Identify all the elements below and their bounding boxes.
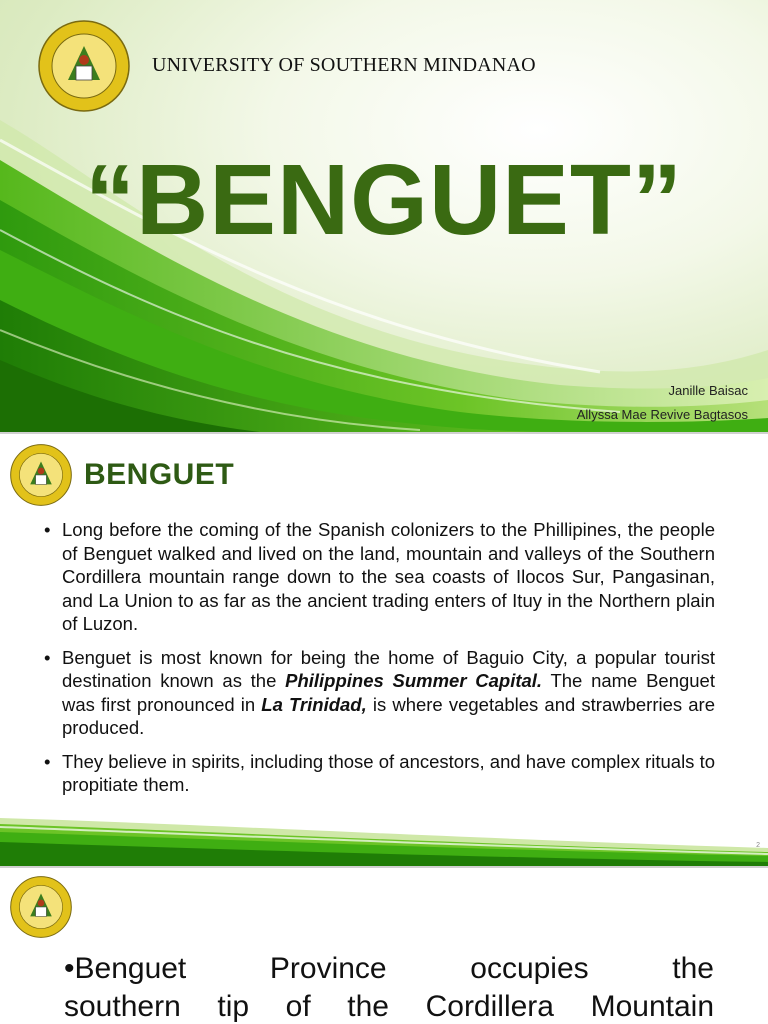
author-name: Janille Baisac [668, 383, 748, 398]
university-seal-icon [10, 444, 72, 506]
bullet-text: Long before the coming of the Spanish colonizers to the Phillipines, the people of Benguet walked and lived on the land, mountain and valleys of the Southern Cordillera mountain range down to the sea coasts of Ilocos Sur, Pangasinan, and La Union to as far as the ancient trading enters of Ituy in the Northern plain of Luzon. [62, 519, 715, 634]
bullet-text: is where vegetables and strawberries are produced. [62, 693, 715, 738]
university-seal-icon [10, 876, 72, 938]
bullet-list [44, 518, 715, 807]
bullet-text: southern tip of the Cordillera Mountain [64, 990, 714, 1023]
page-number: 2 [756, 842, 760, 849]
bullet-text: They believe in spirits, including those of ancestors, and have complex rituals to propitiate them. [62, 750, 715, 795]
emphasis-text: La Trinidad, [261, 693, 367, 715]
slide-title: BENGUET [84, 458, 235, 491]
university-seal-icon [38, 20, 130, 112]
bullet-text-block [64, 950, 714, 1024]
bullet-text: •Benguet Province occupies the [64, 952, 714, 985]
green-footer-swoosh [0, 816, 768, 866]
presentation-title: “BENGUET” [85, 144, 683, 256]
bullet-item: • Benguet is most known for being the home of Baguio City, a popular tourist destination known as the Philippines Summer Capital. The name Benguet was first pronounced in La Trinidad, is where vegetables and strawberries are produced. [44, 646, 715, 738]
bullet-text: Benguet is most known for being the home of Baguio City, a popular tourist destination known as the [62, 646, 715, 691]
university-name: UNIVERSITY OF SOUTHERN MINDANAO [152, 54, 536, 76]
content-slide [0, 868, 768, 1024]
emphasis-text: Philippines Summer Capital. [285, 670, 543, 691]
bullet-text: The name Benguet was first pronounced in [62, 670, 715, 715]
title-slide [0, 0, 768, 432]
bullet-item: • They believe in spirits, including those of ancestors, and have complex rituals to propitiate them. [44, 750, 715, 795]
author-name: Allyssa Mae Revive Bagtasos [576, 407, 748, 422]
content-slide [0, 434, 768, 866]
bullet-item: • Long before the coming of the Spanish colonizers to the Phillipines, the people of Benguet walked and lived on the land, mountain and valleys of the Southern Cordillera mountain range down to the sea coasts of Ilocos Sur, Pangasinan, and La Union to as far as the ancient trading enters of Ituy in the Northern plain of Luzon. [44, 519, 715, 634]
